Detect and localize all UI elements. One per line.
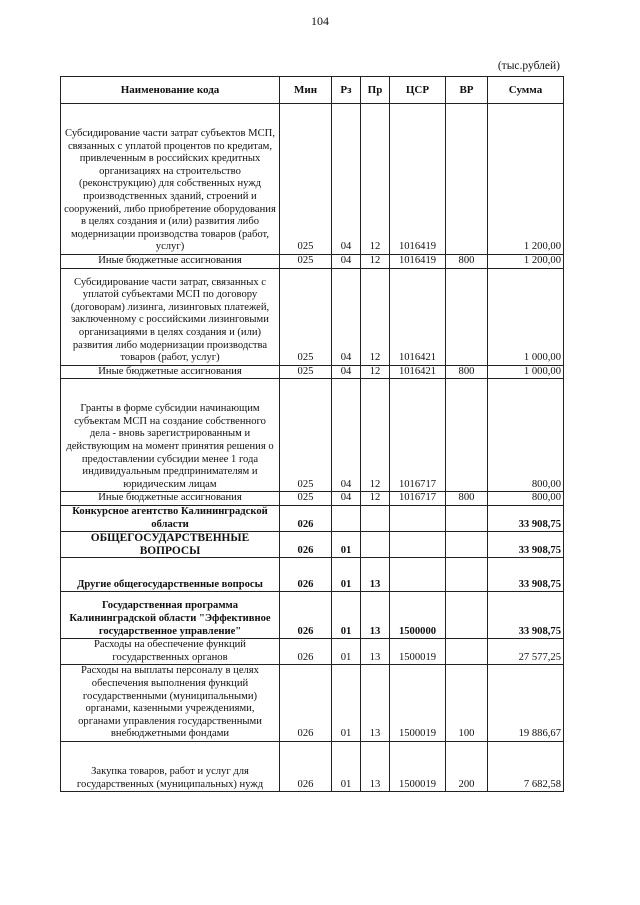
row-vr: 800 — [446, 254, 488, 268]
row-min: 026 — [280, 639, 332, 665]
units-label: (тыс.рублей) — [497, 60, 560, 72]
row-pr — [361, 506, 390, 532]
row-rz — [332, 506, 361, 532]
table-row — [61, 492, 564, 506]
header-pr: Пр — [361, 77, 390, 104]
table-row — [61, 532, 564, 558]
header-vr: ВР — [446, 77, 488, 104]
row-sum: 33 908,75 — [488, 592, 564, 639]
budget-table — [60, 76, 564, 792]
row-pr: 13 — [361, 639, 390, 665]
row-sum: 1 200,00 — [488, 254, 564, 268]
row-vr: 100 — [446, 665, 488, 742]
row-name: Субсидирование части затрат, связанных с уплатой субъектами МСП по договору (договорам) лизинга, лизинговых платежей, заключенному с российскими лизинговыми организациями в целях создания и (или) развития либо модернизации производства товаров (работ, услуг) — [61, 268, 280, 365]
row-sum: 27 577,25 — [488, 639, 564, 665]
header-csr: ЦСР — [390, 77, 446, 104]
row-vr — [446, 506, 488, 532]
row-csr: 1500000 — [390, 592, 446, 639]
row-rz: 01 — [332, 639, 361, 665]
row-sum: 33 908,75 — [488, 558, 564, 592]
row-vr — [446, 379, 488, 492]
row-min: 026 — [280, 506, 332, 532]
row-min: 025 — [280, 365, 332, 379]
row-csr: 1016421 — [390, 268, 446, 365]
table-row — [61, 104, 564, 255]
row-sum: 1 200,00 — [488, 104, 564, 255]
row-csr: 1500019 — [390, 741, 446, 791]
row-sum: 33 908,75 — [488, 532, 564, 558]
row-name: Иные бюджетные ассигнования — [61, 492, 280, 506]
row-pr: 13 — [361, 592, 390, 639]
row-csr: 1500019 — [390, 665, 446, 742]
table-row — [61, 379, 564, 492]
row-name: Расходы на обеспечение функций государственных органов — [61, 639, 280, 665]
row-csr: 1016419 — [390, 104, 446, 255]
row-min: 025 — [280, 104, 332, 255]
row-pr: 12 — [361, 492, 390, 506]
table-row — [61, 558, 564, 592]
row-min: 025 — [280, 254, 332, 268]
row-rz: 04 — [332, 492, 361, 506]
row-pr: 13 — [361, 665, 390, 742]
row-csr: 1016717 — [390, 492, 446, 506]
row-name: ОБЩЕГОСУДАРСТВЕННЫЕ ВОПРОСЫ — [61, 532, 280, 558]
table-row — [61, 254, 564, 268]
table-row — [61, 365, 564, 379]
row-min: 026 — [280, 665, 332, 742]
row-pr: 12 — [361, 104, 390, 255]
row-rz: 04 — [332, 379, 361, 492]
row-name: Гранты в форме субсидии начинающим субъектам МСП на создание собственного дела - вновь зарегистрированным и действующим на момент принятия решения о предоставлении субсидии менее 1 года индивидуальным предпринимателям и юридическим лицам — [61, 379, 280, 492]
row-pr: 12 — [361, 254, 390, 268]
row-pr — [361, 532, 390, 558]
row-pr: 12 — [361, 268, 390, 365]
header-rz: Рз — [332, 77, 361, 104]
row-sum: 1 000,00 — [488, 268, 564, 365]
row-name: Закупка товаров, работ и услуг для государственных (муниципальных) нужд — [61, 741, 280, 791]
row-rz: 04 — [332, 104, 361, 255]
table-row — [61, 639, 564, 665]
row-vr — [446, 104, 488, 255]
row-rz: 04 — [332, 365, 361, 379]
header-name: Наименование кода — [61, 77, 280, 104]
table-row — [61, 268, 564, 365]
row-pr: 12 — [361, 365, 390, 379]
row-name: Конкурсное агентство Калининградской области — [61, 506, 280, 532]
row-csr — [390, 532, 446, 558]
row-vr — [446, 268, 488, 365]
table-row — [61, 741, 564, 791]
row-pr: 12 — [361, 379, 390, 492]
row-vr — [446, 592, 488, 639]
table-row — [61, 665, 564, 742]
row-sum: 19 886,67 — [488, 665, 564, 742]
row-csr: 1016421 — [390, 365, 446, 379]
row-min: 026 — [280, 532, 332, 558]
row-pr: 13 — [361, 741, 390, 791]
row-sum: 7 682,58 — [488, 741, 564, 791]
row-vr: 800 — [446, 492, 488, 506]
row-rz: 01 — [332, 532, 361, 558]
row-min: 025 — [280, 268, 332, 365]
table-header-row — [61, 77, 564, 104]
row-vr — [446, 558, 488, 592]
row-name: Другие общегосударственные вопросы — [61, 558, 280, 592]
row-rz: 01 — [332, 558, 361, 592]
table-row — [61, 506, 564, 532]
table-row — [61, 592, 564, 639]
row-rz: 01 — [332, 741, 361, 791]
row-vr: 200 — [446, 741, 488, 791]
row-name: Расходы на выплаты персоналу в целях обеспечения выполнения функций государственными (муниципальными) органами, казенными учреждениями, органами управления государственными внебюджетными фондами — [61, 665, 280, 742]
header-sum: Сумма — [488, 77, 564, 104]
row-sum: 800,00 — [488, 379, 564, 492]
row-csr — [390, 506, 446, 532]
row-csr: 1016717 — [390, 379, 446, 492]
row-sum: 1 000,00 — [488, 365, 564, 379]
row-sum: 33 908,75 — [488, 506, 564, 532]
row-csr — [390, 558, 446, 592]
row-name: Субсидирование части затрат субъектов МСП, связанных с уплатой процентов по кредитам, привлеченным в российских кредитных организациях на строительство (реконструкцию) для собственных нужд производственных зданий, строений и сооружений, либо приобретение оборудования в целях создания и (или) развития либо модернизации производства товаров (работ, услуг) — [61, 104, 280, 255]
row-name: Государственная программа Калининградской области "Эффективное государственное управление" — [61, 592, 280, 639]
row-csr: 1016419 — [390, 254, 446, 268]
row-vr — [446, 532, 488, 558]
header-min: Мин — [280, 77, 332, 104]
row-min: 025 — [280, 492, 332, 506]
row-rz: 04 — [332, 268, 361, 365]
row-min: 025 — [280, 379, 332, 492]
row-vr — [446, 639, 488, 665]
page-number: 104 — [311, 14, 329, 28]
row-sum: 800,00 — [488, 492, 564, 506]
row-min: 026 — [280, 558, 332, 592]
row-min: 026 — [280, 741, 332, 791]
row-name: Иные бюджетные ассигнования — [61, 254, 280, 268]
row-rz: 04 — [332, 254, 361, 268]
row-rz: 01 — [332, 665, 361, 742]
row-vr: 800 — [446, 365, 488, 379]
row-pr: 13 — [361, 558, 390, 592]
row-min: 026 — [280, 592, 332, 639]
row-name: Иные бюджетные ассигнования — [61, 365, 280, 379]
row-csr: 1500019 — [390, 639, 446, 665]
row-rz: 01 — [332, 592, 361, 639]
